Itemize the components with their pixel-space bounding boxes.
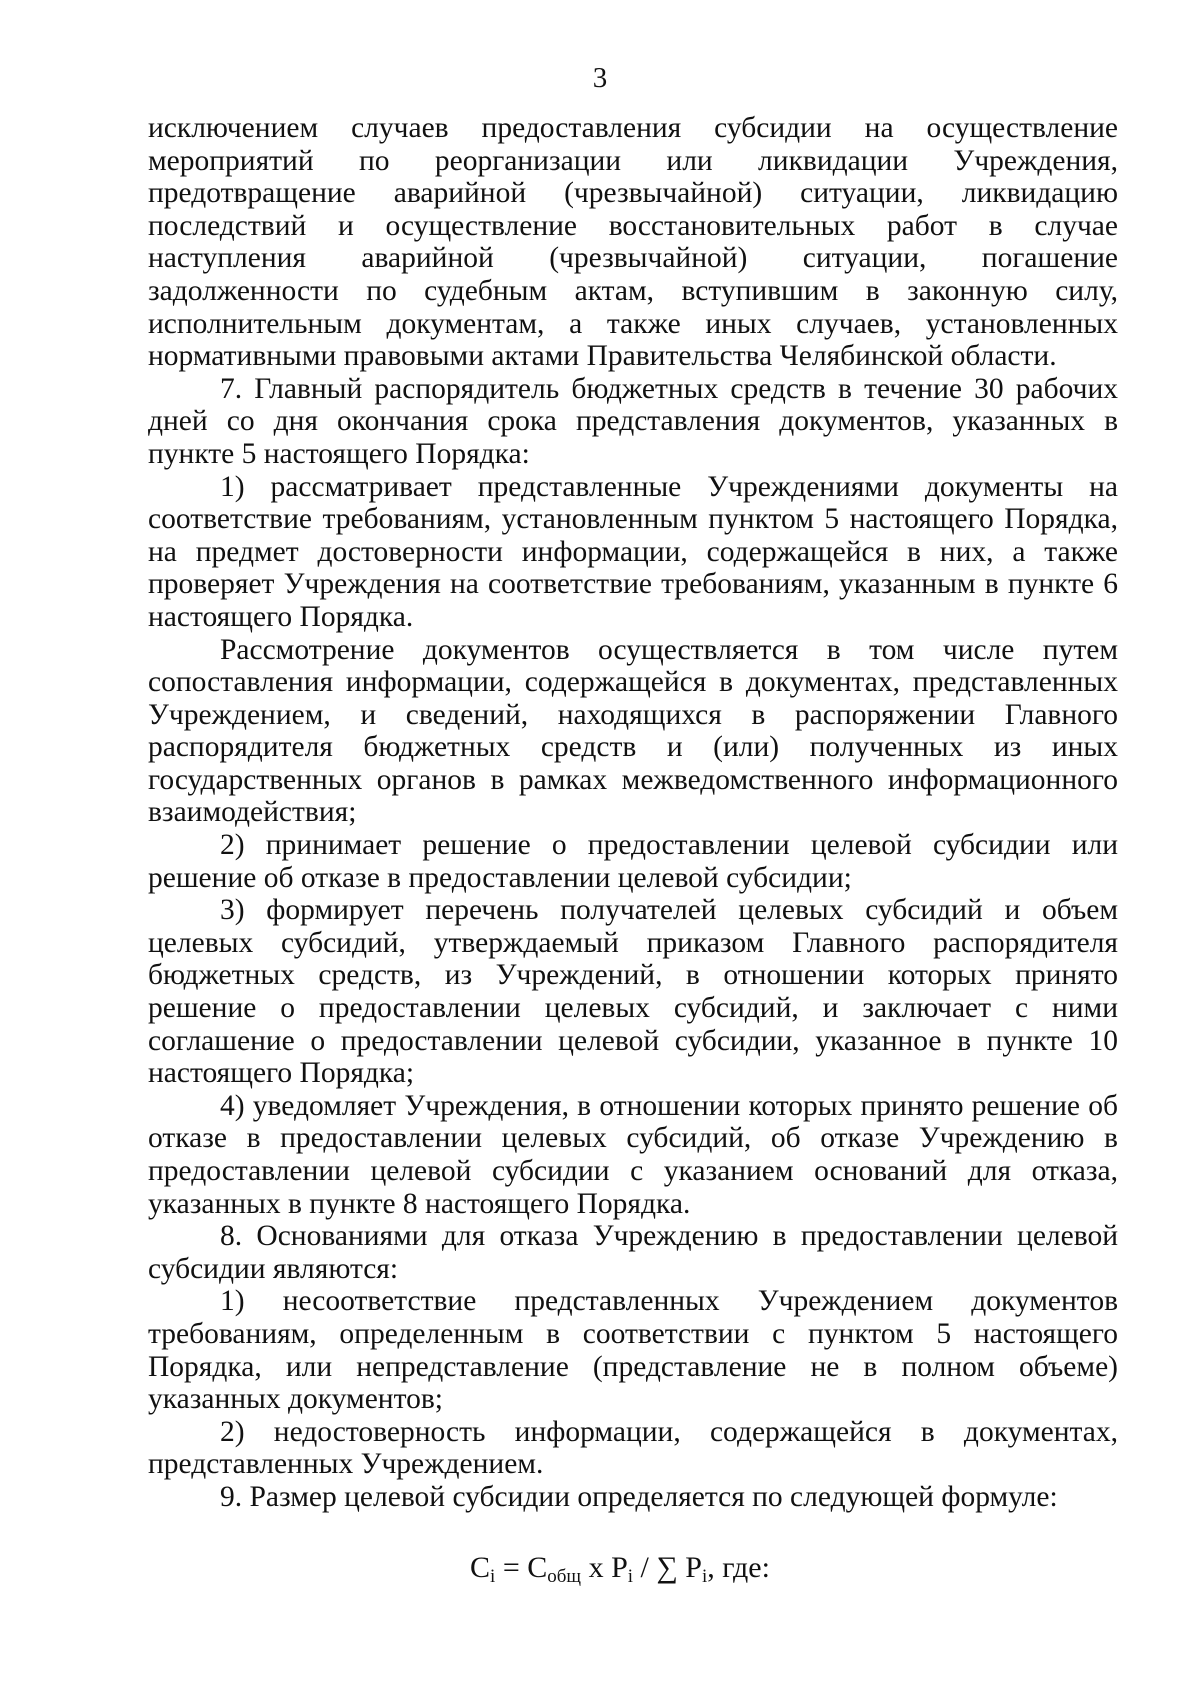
formula-tail: , где:: [707, 1551, 770, 1584]
paragraph-item-7-4: 4) уведомляет Учреждения, в отношении которых принято решение об отказе в предоставлении целевых субсидий, об отказе Учреждению в предоставлении целевой субсидии с указанием оснований для отказа, указанных в пункте 8 настоящего Порядка.: [148, 1089, 1118, 1220]
paragraph-item-8: 8. Основаниями для отказа Учреждению в предоставлении целевой субсидии являются:: [148, 1220, 1118, 1285]
paragraph-continuation: исключением случаев предоставления субсидии на осуществление мероприятий по реорганизации или ликвидации Учреждения, предотвращение аварийной (чрезвычайной) ситуации, ликвидацию последствий и осуществление восстановительных работ в случае наступления аварийной (чрезвычайной) ситуации, погашение задолженности по судебным актам, вступившим в законную силу, исполнительным документам, а также иных случаев, установленных нормативными правовыми актами Правительства Челябинской области.: [148, 112, 1118, 373]
page-number: 3: [592, 62, 608, 94]
paragraph-review-documents: Рассмотрение документов осуществляется в том числе путем сопоставления информации, содержащейся в документах, представленных Учреждением, и сведений, находящихся в распоряжении Главного распорядителя бюджетных средств и (или) полученных из иных государственных органов в рамках межведомственного информационного взаимодействия;: [148, 633, 1118, 829]
paragraph-item-8-1: 1) несоответствие представленных Учреждением документов требованиям, определенным в соответствии с пунктом 5 настоящего Порядка, или непредставление (представление не в полном объеме) указанных документов;: [148, 1285, 1118, 1416]
paragraph-item-7-3: 3) формирует перечень получателей целевых субсидий и объем целевых субсидий, утверждаемый приказом Главного распорядителя бюджетных средств, из Учреждений, в отношении которых принято решение о предоставлении целевых субсидий, и заключает с ними соглашение о предоставлении целевой субсидии, указанное в пункте 10 настоящего Порядка;: [148, 894, 1118, 1090]
paragraph-item-9: 9. Размер целевой субсидии определяется по следующей формуле:: [220, 1480, 1058, 1513]
formula-divide-sum: / ∑ P: [633, 1551, 702, 1584]
paragraph-item-7-2: 2) принимает решение о предоставлении целевой субсидии или решение об отказе в предоставлении целевой субсидии;: [148, 829, 1118, 894]
formula-c: C: [470, 1551, 491, 1584]
formula-times: x P: [581, 1551, 628, 1584]
paragraph-item-8-2: 2) недостоверность информации, содержащейся в документах, представленных Учреждением.: [148, 1415, 1118, 1481]
formula-sub-i3: i: [701, 1566, 708, 1587]
formula-sub-i2: i: [627, 1566, 634, 1587]
subsidy-formula: [0, 1550, 1200, 1586]
paragraph-item-7: 7. Главный распорядитель бюджетных средств в течение 30 рабочих дней со дня окончания срока представления документов, указанных в пункте 5 настоящего Порядка:: [148, 372, 1118, 470]
paragraph-item-7-1: 1) рассматривает представленные Учреждениями документы на соответствие требованиям, установленным пунктом 5 настоящего Порядка, на предмет достоверности информации, содержащейся в них, а также проверяет Учреждения на соответствие требованиям, указанным в пункте 6 настоящего Порядка.: [148, 470, 1118, 633]
formula-sub-obsch: общ: [547, 1566, 582, 1587]
formula-equals: = C: [495, 1551, 548, 1584]
document-body: [148, 112, 1118, 1514]
formula-sub-i: i: [490, 1566, 496, 1587]
